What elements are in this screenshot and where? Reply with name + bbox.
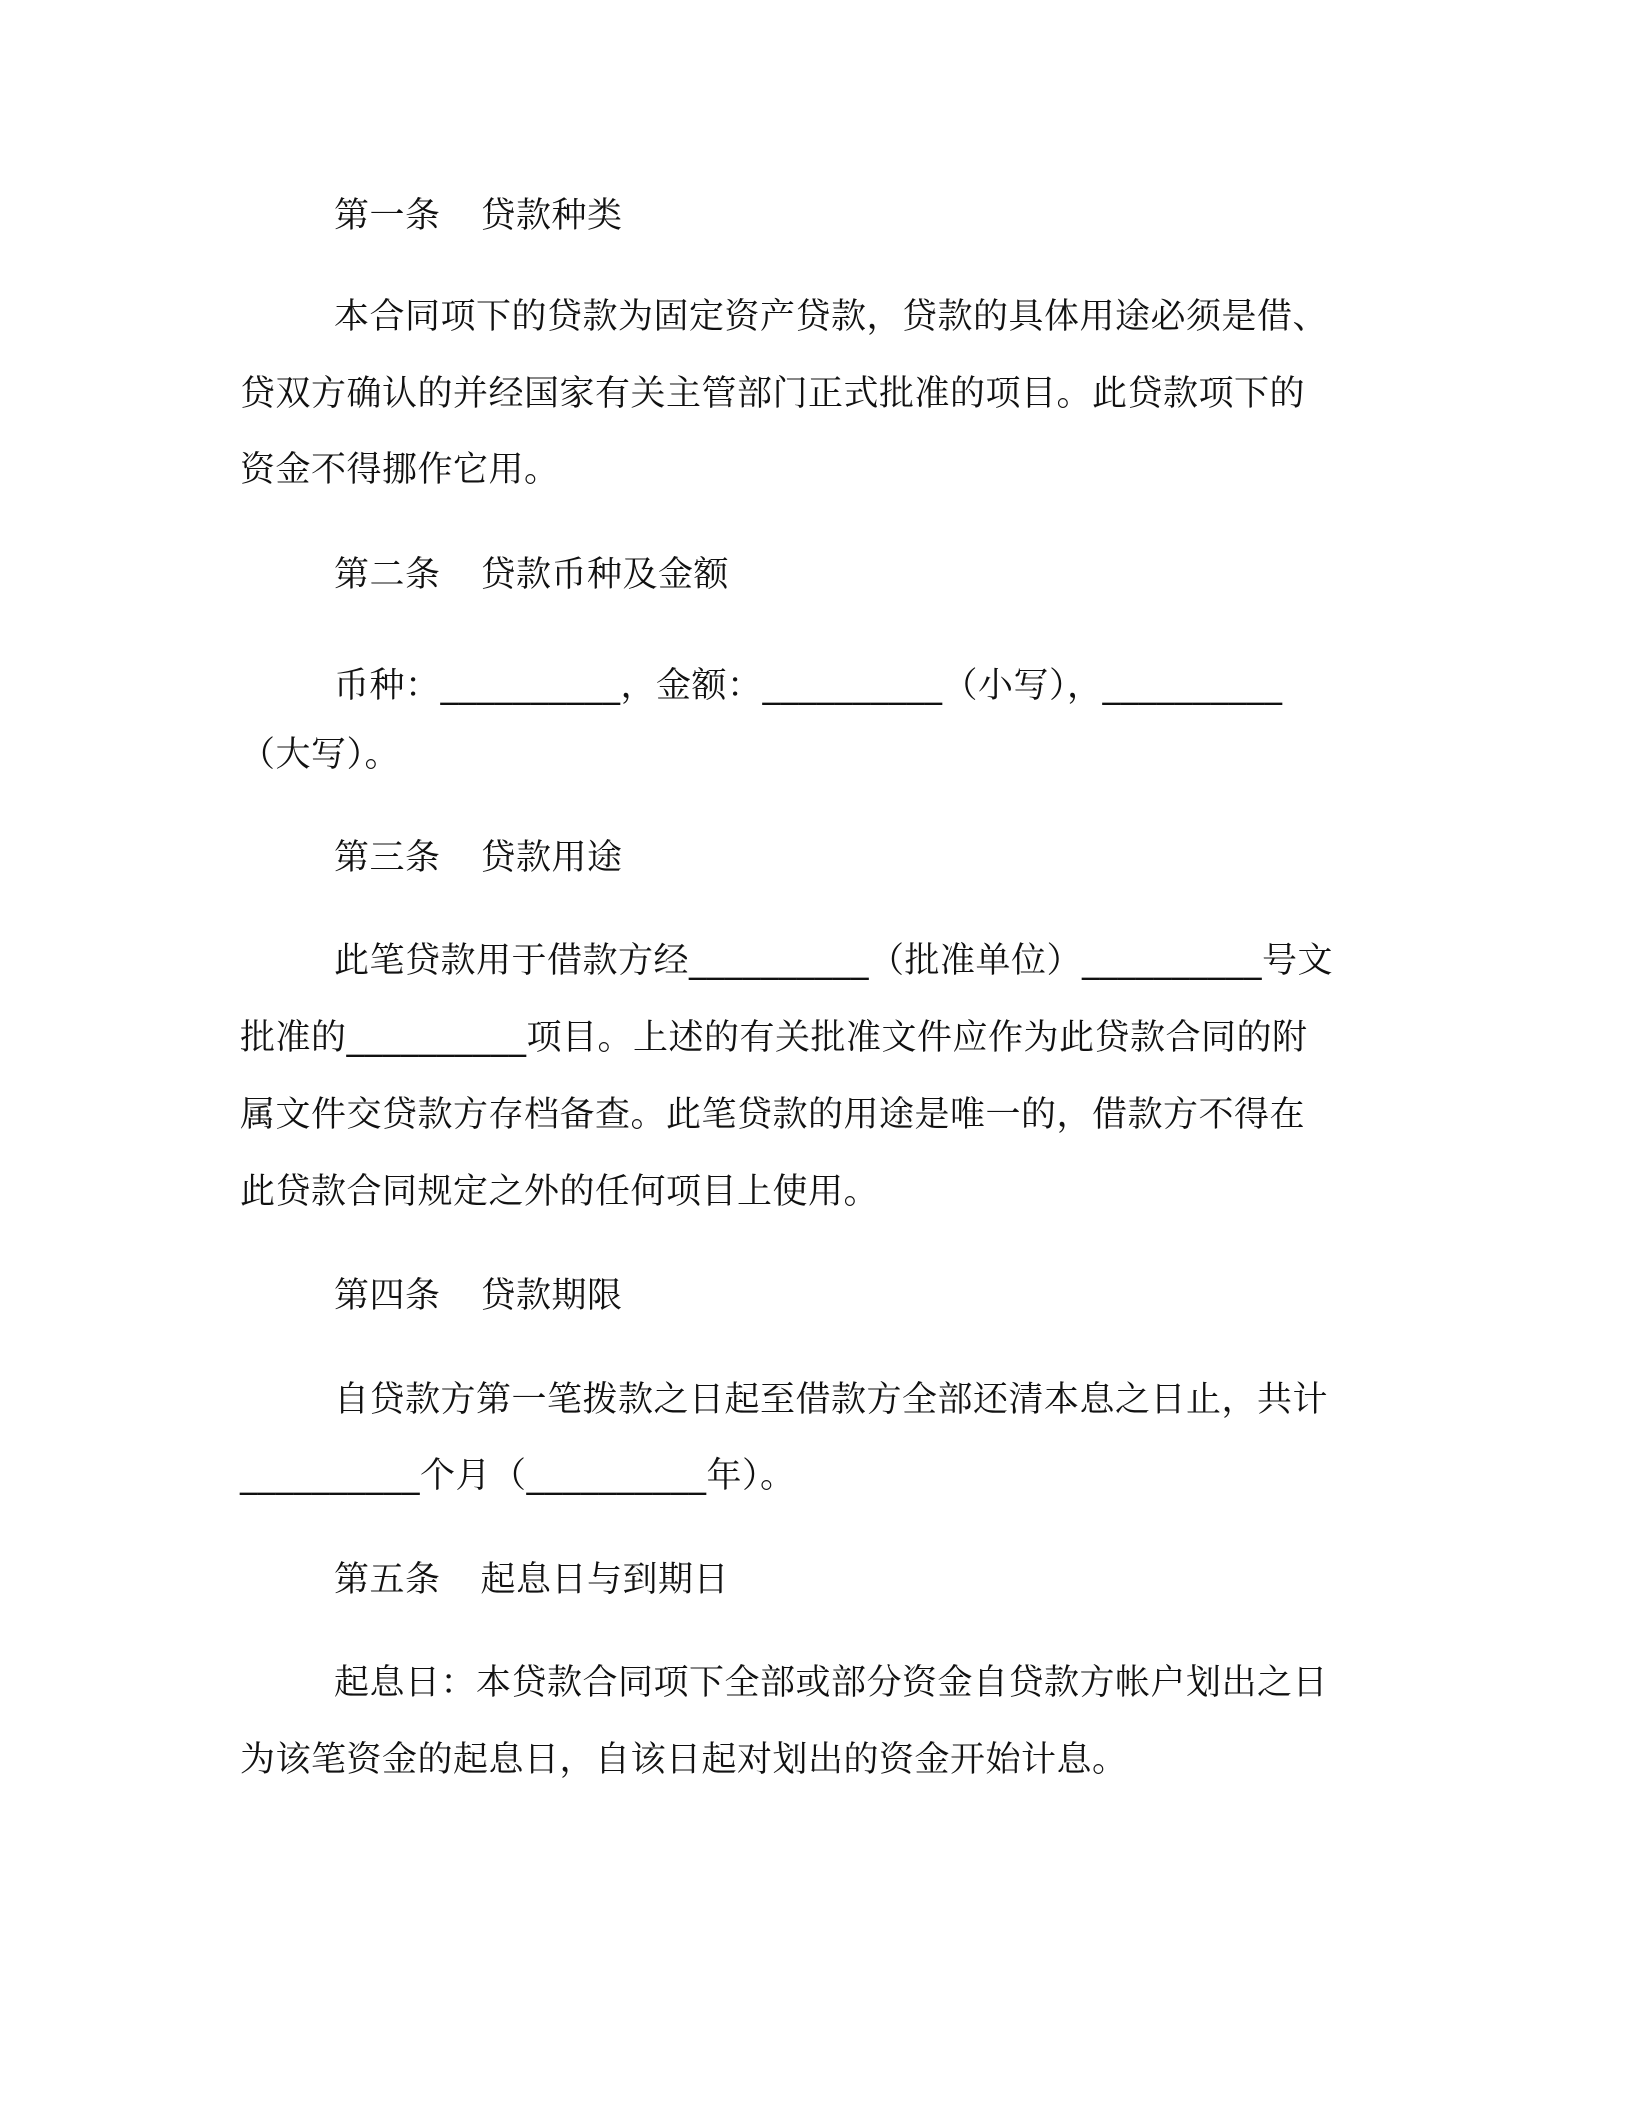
article-number: 第三条	[334, 838, 441, 878]
article-number: 第五条	[334, 1560, 441, 1600]
article-3-line-1: 此笔贷款用于借款方经__________（批准单位）__________号文	[334, 941, 1334, 981]
article-number: 第一条	[334, 196, 441, 236]
article-number: 第四条	[334, 1276, 441, 1316]
article-1-line-1: 本合同项下的贷款为固定资产贷款，贷款的具体用途必须是借、	[334, 297, 1329, 337]
article-4-line-2: __________个月（__________年）。	[240, 1456, 796, 1496]
article-number: 第二条	[334, 555, 441, 595]
article-5-line-2: 为该笔资金的起息日，自该日起对划出的资金开始计息。	[240, 1740, 1128, 1780]
article-3-line-3: 属文件交贷款方存档备查。此笔贷款的用途是唯一的，借款方不得在	[240, 1095, 1306, 1135]
article-1-line-2: 贷双方确认的并经国家有关主管部门正式批准的项目。此贷款项下的	[240, 374, 1306, 414]
article-title: 贷款期限	[480, 1276, 623, 1316]
article-title: 贷款种类	[480, 196, 623, 236]
article-3-line-4: 此贷款合同规定之外的任何项目上使用。	[240, 1172, 880, 1212]
article-1-line-3: 资金不得挪作它用。	[240, 450, 560, 490]
article-2-line-1: 币种：__________，金额：__________（小写），__________	[334, 666, 1283, 706]
article-title: 贷款币种及金额	[480, 555, 730, 595]
article-4-heading	[334, 1274, 623, 1318]
article-title: 起息日与到期日	[480, 1560, 730, 1600]
article-2-heading	[334, 553, 729, 597]
article-1-heading	[334, 194, 623, 238]
article-title: 贷款用途	[480, 838, 623, 878]
article-5-line-1: 起息日：本贷款合同项下全部或部分资金自贷款方帐户划出之日	[334, 1663, 1329, 1703]
article-3-heading	[334, 836, 623, 880]
article-5-heading	[334, 1558, 729, 1602]
article-3-line-2: 批准的__________项目。上述的有关批准文件应作为此贷款合同的附	[240, 1018, 1308, 1058]
article-4-line-1: 自贷款方第一笔拨款之日起至借款方全部还清本息之日止，共计	[334, 1380, 1329, 1420]
article-2-line-2: （大写）。	[240, 735, 401, 775]
